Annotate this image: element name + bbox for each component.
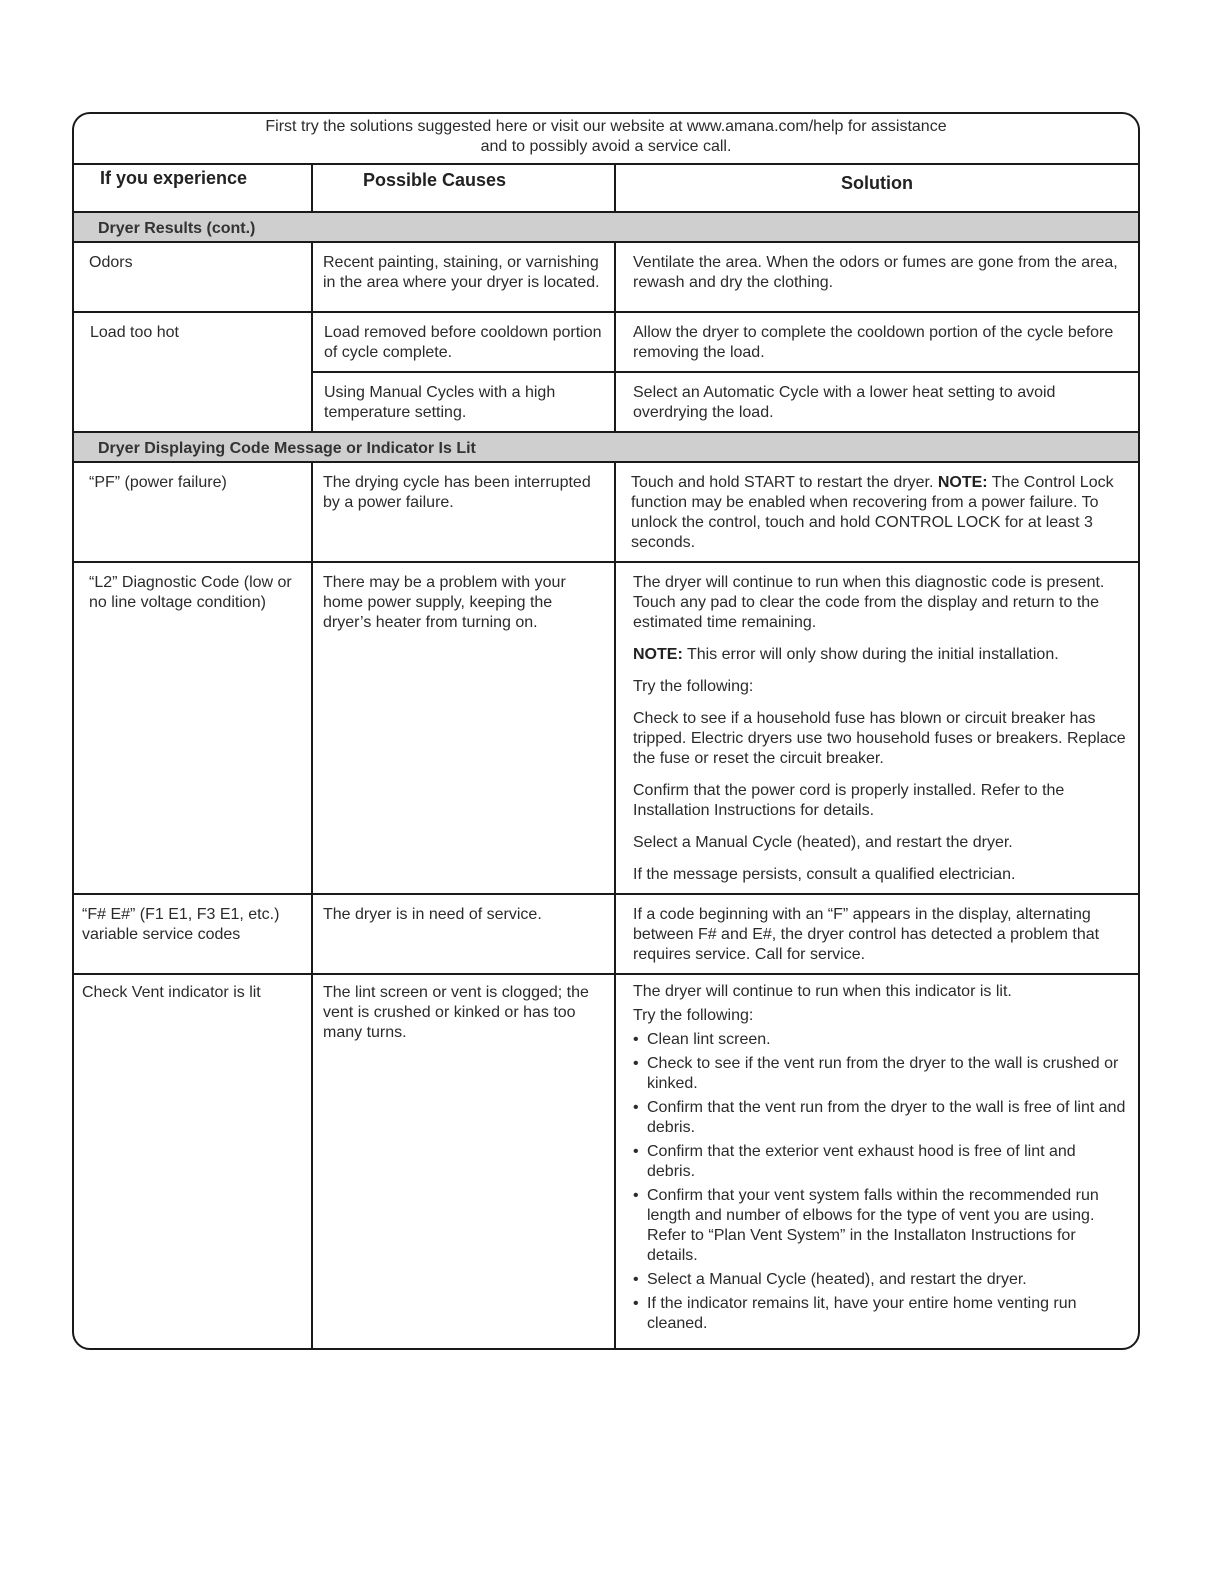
symptom-check-vent: Check Vent indicator is lit	[74, 974, 312, 1348]
intro-line-1: First try the solutions suggested here or visit our website at www.amana.com/help for assistance	[265, 118, 947, 135]
section-row	[74, 432, 1138, 462]
header-solution: Solution	[615, 165, 1138, 212]
list-item: • Select a Manual Cycle (heated), and restart the dryer.	[633, 1270, 1126, 1290]
header-causes: Possible Causes	[312, 165, 615, 212]
solution-pf-text-b: The Control Lock function may be enabled when recovering from a power failure. To unlock the control, touch and hold CONTROL LOCK for at least 3 seconds.	[631, 474, 1114, 551]
note-label: NOTE:	[633, 646, 683, 663]
table-row	[74, 974, 1138, 1348]
troubleshooting-table	[74, 165, 1138, 1348]
solution-fe: If a code beginning with an “F” appears in the display, alternating between F# and E#, the dryer control has detected a problem that requires service. Call for service.	[615, 894, 1138, 974]
solution-l2-intro: The dryer will continue to run when this diagnostic code is present. Touch any pad to clear the code from the display and return to the estimated time remaining.	[633, 574, 1105, 631]
symptom-odors: Odors	[74, 242, 312, 312]
list-item: • Confirm that the exterior vent exhaust hood is free of lint and debris.	[633, 1142, 1126, 1182]
solution-pf-text-a: Touch and hold START to restart the dryer.	[631, 474, 938, 491]
section-row	[74, 212, 1138, 242]
solution-l2-electrician: If the message persists, consult a qualified electrician.	[633, 866, 1016, 883]
header-experience: If you experience	[74, 165, 312, 212]
list-item: • Confirm that your vent system falls within the recommended run length and number of elbows for the type of vent you are using. Refer to “Plan Vent System” in the Installaton Instructions for details.	[633, 1186, 1126, 1266]
cause-l2: There may be a problem with your home power supply, keeping the dryer’s heater from turning on.	[312, 562, 615, 894]
list-item: • Confirm that the vent run from the dryer to the wall is free of lint and debris.	[633, 1098, 1126, 1138]
table-row	[74, 894, 1138, 974]
symptom-l2: “L2” Diagnostic Code (low or no line voltage condition)	[74, 562, 312, 894]
troubleshooting-table-frame	[72, 112, 1140, 1350]
solution-vent-try: Try the following:	[633, 1007, 754, 1024]
table-row	[74, 562, 1138, 894]
table-row	[74, 312, 1138, 372]
cause-check-vent: The lint screen or vent is clogged; the vent is crushed or kinked or has too many turns.	[312, 974, 615, 1348]
solution-l2	[615, 562, 1138, 894]
header-row	[74, 165, 1138, 212]
solution-pf	[615, 462, 1138, 562]
solution-l2-manual: Select a Manual Cycle (heated), and restart the dryer.	[633, 834, 1013, 851]
note-label: NOTE:	[937, 474, 988, 491]
note-text: This error will only show during the initial installation.	[682, 646, 1059, 663]
cause-odors: Recent painting, staining, or varnishing in the area where your dryer is located.	[312, 242, 615, 312]
solution-l2-note	[633, 645, 1126, 665]
list-item: • Clean lint screen.	[633, 1030, 1126, 1050]
cause-manual-cycles: Using Manual Cycles with a high temperature setting.	[312, 372, 615, 432]
intro-line-2: and to possibly avoid a service call.	[480, 138, 732, 155]
table-row	[74, 242, 1138, 312]
symptom-load-too-hot: Load too hot	[74, 312, 312, 432]
intro-note	[74, 114, 1138, 165]
solution-l2-cord: Confirm that the power cord is properly installed. Refer to the Installation Instructions for details.	[633, 782, 1065, 819]
table-row	[74, 462, 1138, 562]
solution-vent-intro: The dryer will continue to run when this indicator is lit.	[633, 983, 1012, 1000]
solution-odors: Ventilate the area. When the odors or fumes are gone from the area, rewash and dry the clothing.	[615, 242, 1138, 312]
list-item: • If the indicator remains lit, have your entire home venting run cleaned.	[633, 1294, 1126, 1334]
solution-l2-try: Try the following:	[633, 678, 754, 695]
symptom-fe: “F# E#” (F1 E1, F3 E1, etc.) variable service codes	[74, 894, 312, 974]
list-item: • Check to see if the vent run from the dryer to the wall is crushed or kinked.	[633, 1054, 1126, 1094]
solution-check-vent	[615, 974, 1138, 1348]
section-dryer-results: Dryer Results (cont.)	[74, 212, 1138, 242]
solution-manual-cycles: Select an Automatic Cycle with a lower heat setting to avoid overdrying the load.	[615, 372, 1138, 432]
symptom-pf: “PF” (power failure)	[74, 462, 312, 562]
solution-load-removed: Allow the dryer to complete the cooldown portion of the cycle before removing the load.	[615, 312, 1138, 372]
cause-fe: The dryer is in need of service.	[312, 894, 615, 974]
section-code-message: Dryer Displaying Code Message or Indicator Is Lit	[74, 432, 1138, 462]
cause-load-removed: Load removed before cooldown portion of cycle complete.	[312, 312, 615, 372]
solution-l2-fuse: Check to see if a household fuse has blown or circuit breaker has tripped. Electric dryers use two household fuses or breakers. Replace the fuse or reset the circuit breaker.	[633, 710, 1126, 767]
cause-pf: The drying cycle has been interrupted by a power failure.	[312, 462, 615, 562]
